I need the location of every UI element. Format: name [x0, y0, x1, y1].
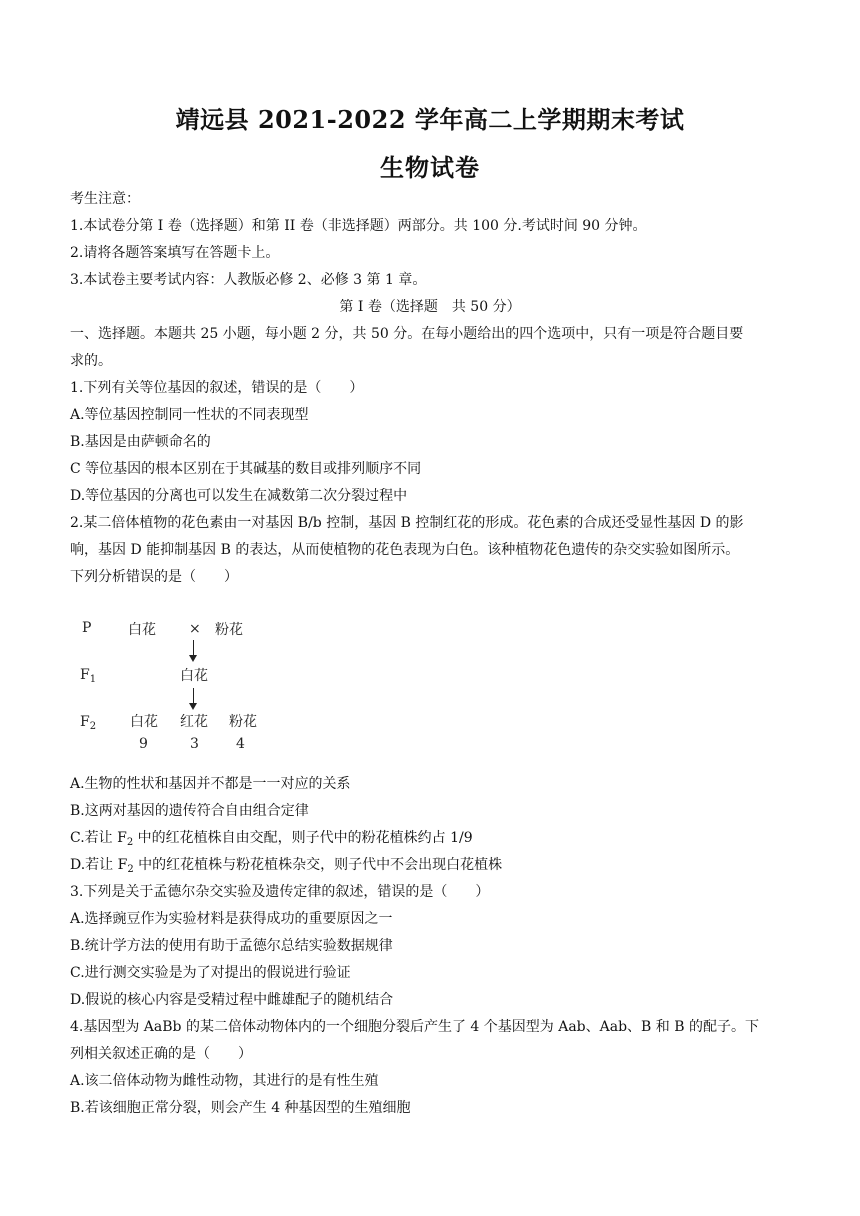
q4-stem-line: 4.基因型为 AaBb 的某二倍体动物体内的一个细胞分裂后产生了 4 个基因型为 Aab、Aab、B 和 B 的配子。下: [70, 1019, 759, 1035]
q2-option-b: B.这两对基因的遗传符合自由组合定律: [70, 803, 309, 819]
p-generation-label: P: [82, 620, 92, 636]
q4-stem-line: 列相关叙述正确的是（ ）: [70, 1046, 252, 1062]
q4-option-a: A.该二倍体动物为雌性动物，其进行的是有性生殖: [70, 1073, 379, 1089]
notice-item: 1.本试卷分第 I 卷（选择题）和第 II 卷（非选择题）两部分。共 100 分.考试时间 90 分钟。: [70, 218, 647, 234]
f2-generation-label: $F_2$: [80, 714, 97, 732]
q1-stem: 1.下列有关等位基因的叙述，错误的是（ ）: [70, 380, 364, 396]
f2-pink-flower: 粉花: [229, 714, 257, 730]
f2-red-flower: 红花: [180, 714, 208, 730]
arrow-head-icon: [189, 703, 197, 710]
f1-white-flower: 白花: [180, 668, 208, 684]
q1-option-b: B.基因是由萨顿命名的: [70, 434, 211, 450]
q4-option-b: B.若该细胞正常分裂，则会产生 4 种基因型的生殖细胞: [70, 1100, 411, 1116]
f2-pink-count: 4: [236, 736, 245, 752]
part1-title: 第 I 卷（选择题 共 50 分）: [339, 299, 521, 315]
q2-stem-line: 2.某二倍体植物的花色素由一对基因 B/b 控制，基因 B 控制红花的形成。花色素的合成还受显性基因 D 的影: [70, 515, 744, 531]
notice-item: 2.请将各题答案填写在答题卡上。: [70, 245, 280, 261]
q3-stem: 3.下列是关于孟德尔杂交实验及遗传定律的叙述，错误的是（ ）: [70, 884, 490, 900]
f2-white-count: 9: [139, 736, 148, 752]
f2-red-count: 3: [190, 736, 199, 752]
q1-option-c: C 等位基因的根本区别在于其碱基的数目或排列顺序不同: [70, 461, 422, 477]
q2-option-a: A.生物的性状和基因并不都是一一对应的关系: [70, 776, 351, 792]
q2-stem-line: 响，基因 D 能抑制基因 B 的表达，从而使植物的花色表现为白色。该种植物花色遗传的杂交实验如图所示。: [70, 542, 740, 558]
f1-generation-label: $F_1$: [80, 667, 97, 685]
cross-symbol: ×: [189, 621, 201, 637]
notice-heading: 考生注意：: [70, 191, 140, 207]
instructions-line: 一、选择题。本题共 25 小题，每小题 2 分，共 50 分。在每小题给出的四个选项中，只有一项是符合题目要: [70, 326, 744, 342]
exam-subtitle: 生物试卷: [380, 153, 480, 182]
arrow-down-icon: [193, 688, 194, 704]
q1-option-d: D.等位基因的分离也可以发生在减数第二次分裂过程中: [70, 488, 408, 504]
q2-option-d: D.若让 $F_2$ 中的红花植株与粉花植株杂交，则子代中不会出现白花植株: [70, 857, 503, 875]
q3-option-d: D.假说的核心内容是受精过程中雌雄配子的随机结合: [70, 992, 394, 1008]
arrow-down-icon: [193, 640, 194, 656]
notice-item: 3.本试卷主要考试内容：人教版必修 2、必修 3 第 1 章。: [70, 272, 427, 288]
q3-option-b: B.统计学方法的使用有助于孟德尔总结实验数据规律: [70, 938, 393, 954]
q2-option-c: C.若让 $F_2$ 中的红花植株自由交配，则子代中的粉花植株约占 1/9: [70, 830, 473, 848]
q1-option-a: A.等位基因控制同一性状的不同表现型: [70, 407, 309, 423]
arrow-head-icon: [189, 655, 197, 662]
q3-option-c: C.进行测交实验是为了对提出的假说进行验证: [70, 965, 351, 981]
exam-title: 靖远县 2021-2022 学年高二上学期期末考试: [175, 105, 685, 134]
q3-option-a: A.选择豌豆作为实验材料是获得成功的重要原因之一: [70, 911, 393, 927]
f2-white-flower: 白花: [130, 714, 158, 730]
p-pink-flower: 粉花: [215, 622, 243, 638]
p-white-flower: 白花: [128, 622, 156, 638]
instructions-line: 求的。: [70, 353, 112, 369]
q2-stem-line: 下列分析错误的是（ ）: [70, 569, 238, 585]
